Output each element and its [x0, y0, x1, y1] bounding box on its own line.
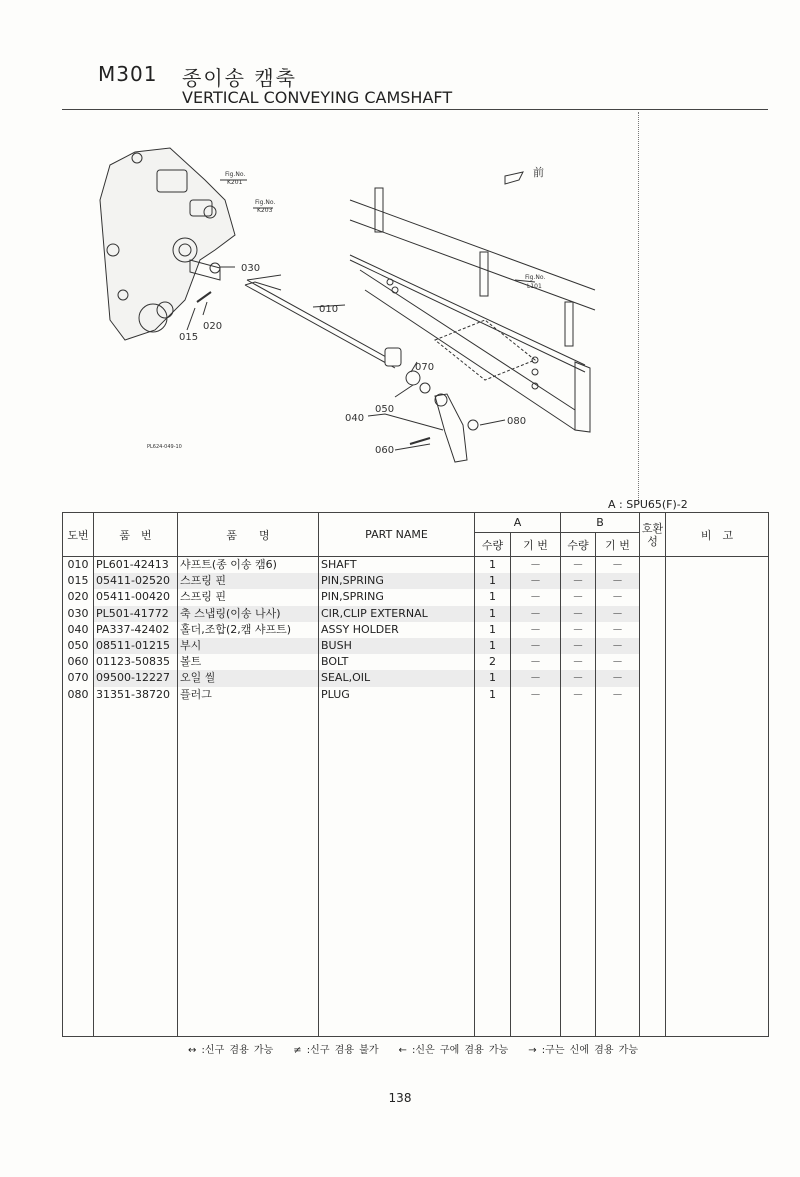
filler-cell	[596, 703, 640, 1037]
cell-b-code: －	[596, 622, 640, 638]
title-korean: 종이송 캠축	[182, 66, 297, 90]
filler-cell	[561, 703, 596, 1037]
cell-a-code: －	[511, 573, 561, 589]
cell-b-code: －	[596, 638, 640, 654]
col-part-name-header: PART NAME	[319, 513, 475, 557]
cell-a-qty: 1	[475, 606, 511, 622]
cell-part-name: SEAL,OIL	[319, 670, 475, 686]
callout-015: 015	[179, 332, 199, 343]
cell-b-qty: －	[561, 670, 596, 686]
cell-compat	[640, 638, 666, 654]
cell-remarks	[666, 589, 769, 605]
cell-remarks	[666, 670, 769, 686]
cell-part-no: PL501-41772	[94, 606, 178, 622]
cell-name-ko: 부시	[178, 638, 319, 654]
cell-a-code: －	[511, 557, 561, 574]
cell-compat	[640, 573, 666, 589]
cell-name-ko: 홀더,조합(2,캠 샤프트)	[178, 622, 319, 638]
cell-part-no: 05411-00420	[94, 589, 178, 605]
cell-a-qty: 1	[475, 638, 511, 654]
cell-b-qty: －	[561, 638, 596, 654]
callout-040: 040	[345, 413, 365, 424]
cell-compat	[640, 687, 666, 703]
fig-ref-k201-code: K201	[227, 179, 243, 186]
table-row	[63, 606, 769, 622]
fig-ref-k203-label: Fig.No.	[255, 199, 276, 206]
col-name-ko-header: 품 명	[178, 513, 319, 557]
cell-b-qty: －	[561, 687, 596, 703]
cell-part-no: PA337-42402	[94, 622, 178, 638]
cell-remarks	[666, 557, 769, 574]
cell-compat	[640, 589, 666, 605]
cell-part-name: CIR,CLIP EXTERNAL	[319, 606, 475, 622]
cell-part-name: BOLT	[319, 654, 475, 670]
cell-b-qty: －	[561, 557, 596, 574]
table-row	[63, 638, 769, 654]
cell-remarks	[666, 573, 769, 589]
cell-remarks	[666, 606, 769, 622]
cell-a-qty: 1	[475, 687, 511, 703]
table-row	[63, 557, 769, 574]
table-row	[63, 654, 769, 670]
col-part-no-header: 품 번	[94, 513, 178, 557]
filler-cell	[94, 703, 178, 1037]
cell-compat	[640, 654, 666, 670]
cell-no: 050	[63, 638, 94, 654]
parts-table-body	[63, 557, 769, 1037]
callout-080: 080	[507, 416, 527, 427]
cell-part-no: 09500-12227	[94, 670, 178, 686]
cell-b-code: －	[596, 654, 640, 670]
cell-part-no: 05411-02520	[94, 573, 178, 589]
cell-b-qty: －	[561, 589, 596, 605]
cell-a-code: －	[511, 606, 561, 622]
cell-name-ko: 오일 씰	[178, 670, 319, 686]
cell-part-name: PLUG	[319, 687, 475, 703]
cell-no: 060	[63, 654, 94, 670]
fig-ref-l101-label: Fig.No.	[525, 274, 546, 281]
cell-compat	[640, 670, 666, 686]
cell-no: 040	[63, 622, 94, 638]
cell-part-name: BUSH	[319, 638, 475, 654]
cell-b-code: －	[596, 606, 640, 622]
title-rule	[62, 109, 768, 110]
table-filler-row	[63, 703, 769, 1037]
table-row	[63, 573, 769, 589]
cell-a-code: －	[511, 687, 561, 703]
cell-part-name: SHAFT	[319, 557, 475, 574]
cell-part-no: 08511-01215	[94, 638, 178, 654]
col-remarks-header: 비 고	[666, 513, 769, 557]
cell-no: 015	[63, 573, 94, 589]
filler-cell	[666, 703, 769, 1037]
page-number: 138	[388, 1091, 412, 1105]
cell-a-code: －	[511, 638, 561, 654]
filler-cell	[319, 703, 475, 1037]
cell-name-ko: 볼트	[178, 654, 319, 670]
dotted-divider	[638, 112, 639, 502]
cell-part-no: 31351-38720	[94, 687, 178, 703]
cell-b-code: －	[596, 573, 640, 589]
section-code: M301	[98, 62, 158, 86]
cell-name-ko: 축 스냅링(이송 나사)	[178, 606, 319, 622]
cell-compat	[640, 606, 666, 622]
cell-remarks	[666, 622, 769, 638]
cell-b-code: －	[596, 687, 640, 703]
cell-name-ko: 스프링 핀	[178, 589, 319, 605]
filler-cell	[178, 703, 319, 1037]
cell-b-qty: －	[561, 606, 596, 622]
callout-010: 010	[319, 304, 339, 315]
cell-part-no: PL601-42413	[94, 557, 178, 574]
cell-no: 070	[63, 670, 94, 686]
cell-compat	[640, 557, 666, 574]
col-b-qty-header: 수량	[561, 533, 596, 557]
title-english: VERTICAL CONVEYING CAMSHAFT	[182, 88, 453, 107]
filler-cell	[63, 703, 94, 1037]
filler-cell	[475, 703, 511, 1037]
table-row	[63, 670, 769, 686]
cell-no: 030	[63, 606, 94, 622]
group-a-header: A	[475, 513, 561, 533]
cell-a-qty: 1	[475, 589, 511, 605]
cell-part-name: PIN,SPRING	[319, 573, 475, 589]
cell-compat	[640, 622, 666, 638]
cell-a-code: －	[511, 654, 561, 670]
model-label: A : SPU65(F)-2	[608, 498, 688, 511]
cell-a-code: －	[511, 670, 561, 686]
table-row	[63, 589, 769, 605]
fig-ref-l101-code: L101	[527, 283, 542, 290]
cell-remarks	[666, 638, 769, 654]
col-b-code-header: 기 번	[596, 533, 640, 557]
filler-cell	[640, 703, 666, 1037]
parts-table	[62, 512, 769, 1037]
group-b-header: B	[561, 513, 640, 533]
diagram-ref-code: PL624-049-10	[147, 444, 182, 450]
col-no-header: 도번	[63, 513, 94, 557]
cell-b-code: －	[596, 670, 640, 686]
cell-name-ko: 샤프트(종 이송 캠6)	[178, 557, 319, 574]
table-row	[63, 687, 769, 703]
cell-b-qty: －	[561, 573, 596, 589]
filler-cell	[511, 703, 561, 1037]
cell-remarks	[666, 654, 769, 670]
cell-part-name: PIN,SPRING	[319, 589, 475, 605]
cell-a-qty: 2	[475, 654, 511, 670]
callout-060: 060	[375, 445, 395, 456]
front-mark: 前	[533, 166, 544, 179]
cell-a-qty: 1	[475, 573, 511, 589]
cell-no: 020	[63, 589, 94, 605]
callout-030: 030	[241, 263, 261, 274]
cell-a-qty: 1	[475, 622, 511, 638]
col-compat-header: 호환성	[640, 513, 666, 557]
cell-name-ko: 스프링 핀	[178, 573, 319, 589]
cell-part-no: 01123-50835	[94, 654, 178, 670]
callout-070: 070	[415, 362, 435, 373]
cell-a-code: －	[511, 622, 561, 638]
cell-b-qty: －	[561, 622, 596, 638]
cell-b-code: －	[596, 557, 640, 574]
col-a-qty-header: 수량	[475, 533, 511, 557]
cell-part-name: ASSY HOLDER	[319, 622, 475, 638]
cell-b-qty: －	[561, 654, 596, 670]
cell-a-qty: 1	[475, 670, 511, 686]
cell-a-code: －	[511, 589, 561, 605]
compatibility-legend: ↔ :신구 겸용 가능 ≠ :신구 겸용 불가 ← :신은 구에 겸용 가능 → :구는 신에 겸용 가능	[188, 1045, 638, 1056]
cell-name-ko: 플러그	[178, 687, 319, 703]
col-a-code-header: 기 번	[511, 533, 561, 557]
cell-b-code: －	[596, 589, 640, 605]
callout-050: 050	[375, 404, 395, 415]
table-row	[63, 622, 769, 638]
fig-ref-k201-label: Fig.No.	[225, 171, 246, 178]
cell-a-qty: 1	[475, 557, 511, 574]
exploded-parts-diagram	[95, 140, 635, 470]
fig-ref-k203-code: K203	[257, 207, 273, 214]
callout-020: 020	[203, 321, 223, 332]
cell-no: 080	[63, 687, 94, 703]
cell-remarks	[666, 687, 769, 703]
cell-no: 010	[63, 557, 94, 574]
